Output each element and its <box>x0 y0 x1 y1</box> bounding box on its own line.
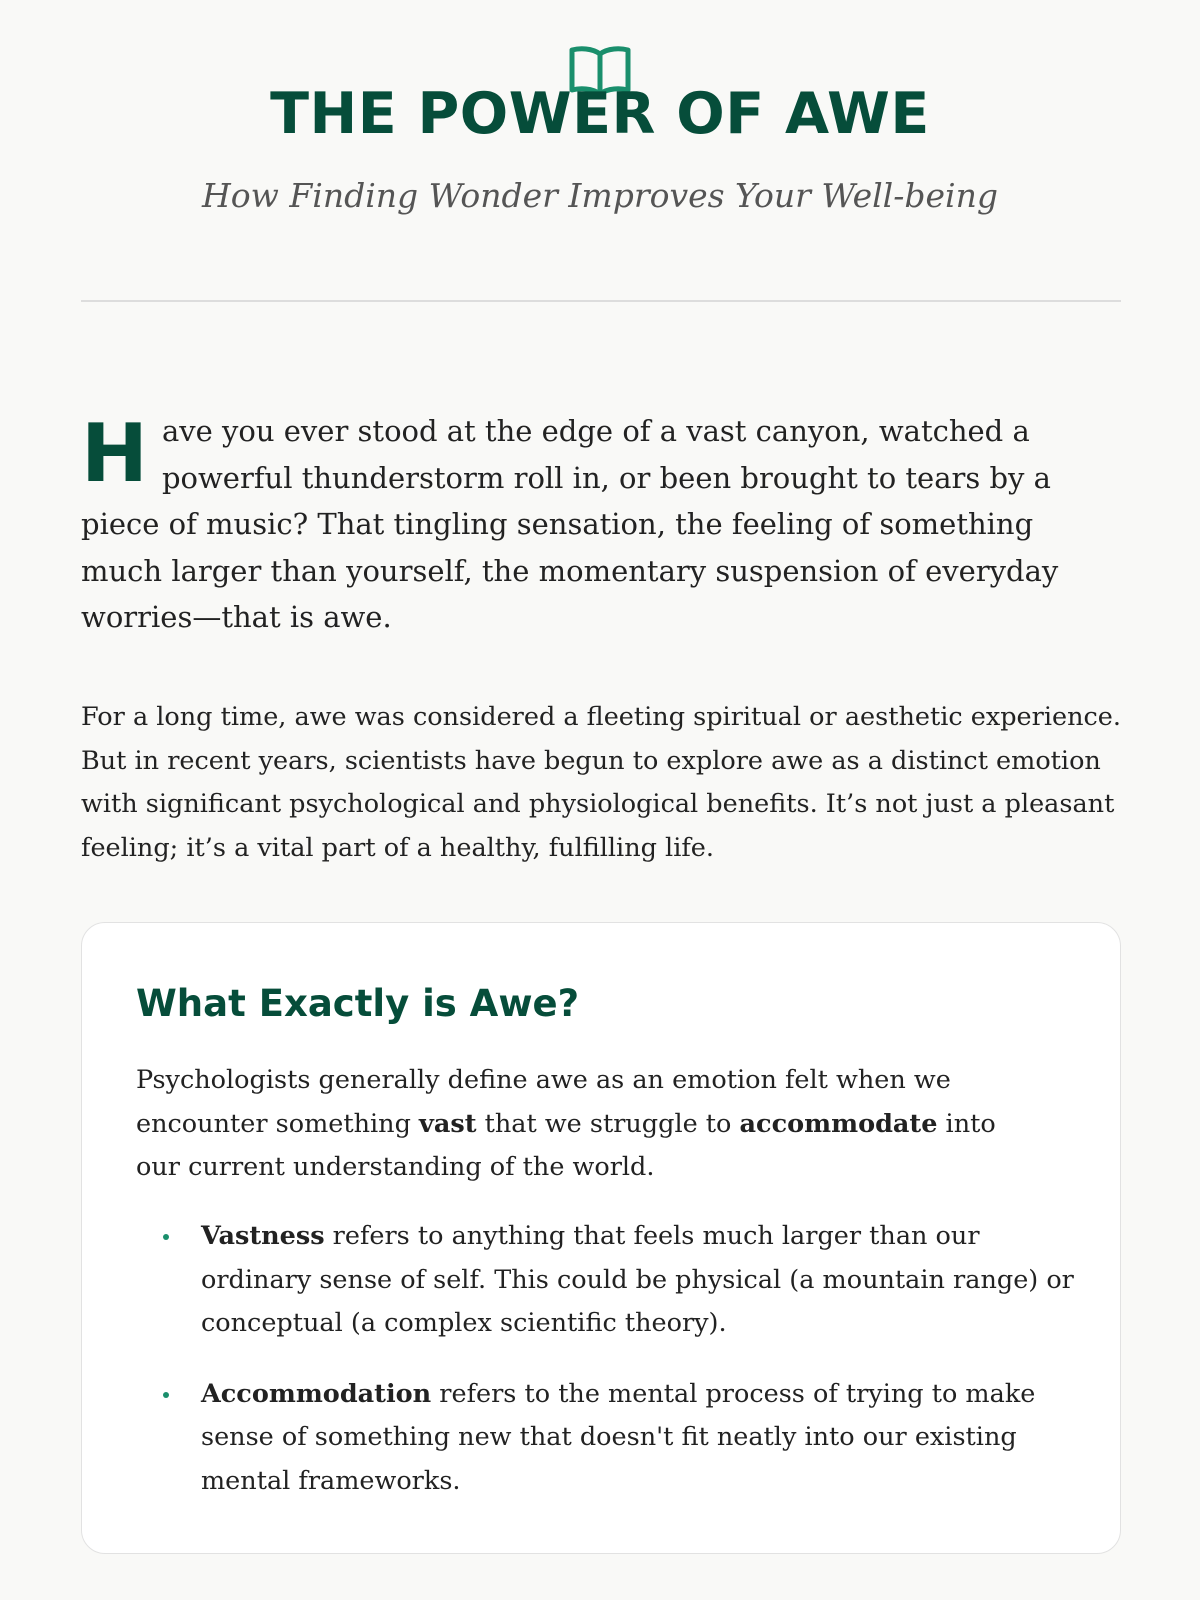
article-header <box>0 0 1200 302</box>
lead-paragraph <box>81 408 1121 641</box>
drop-cap: H <box>81 407 148 500</box>
list-item <box>136 1373 1076 1504</box>
lead-text: ave you ever stood at the edge of a vast canyon, watched a powerful thunderstorm roll in, or been brought to tears by a piece of music? That tingling sensation, the feeling of something much larger than yourself, the momentary suspension of everyday worries—that is awe. <box>81 414 1059 634</box>
header-divider <box>81 300 1121 302</box>
intro-text-3: into our current understanding of the world. <box>136 1108 996 1182</box>
page-subtitle: How Finding Wonder Improves Your Well-being <box>202 176 998 215</box>
list-item-text: refers to anything that feels much larger than our ordinary sense of self. This could be physical (a mountain range) or conceptual (a complex scientific theory). <box>201 1221 1074 1338</box>
list-item-term: Vastness <box>201 1221 325 1251</box>
keyword-accommodate: accommodate <box>739 1108 938 1139</box>
list-item-text: refers to the mental process of trying to make sense of something new that doesn't fit neatly into our existing mental frameworks. <box>201 1378 1036 1496</box>
keyword-vast: vast <box>419 1108 477 1139</box>
bullet-dot-icon <box>163 1392 169 1398</box>
definition-card <box>81 922 1121 1554</box>
list-item <box>136 1215 1076 1346</box>
page-title: THE POWER OF AWE <box>270 81 930 147</box>
intro-text-2: that we struggle to <box>476 1108 740 1139</box>
card-title: What Exactly is Awe? <box>136 982 580 1025</box>
definition-list <box>136 1215 1076 1530</box>
intro-text-1: Psychologists generally define awe as an emotion felt when we encounter something <box>136 1065 951 1139</box>
card-intro <box>136 1059 1036 1190</box>
bullet-dot-icon <box>163 1234 169 1240</box>
list-item-term: Accommodation <box>201 1378 432 1409</box>
body-paragraph: For a long time, awe was considered a fleeting spiritual or aesthetic experience. But in recent years, scientists have begun to explore awe as a distinct emotion with significant psychological and physiological benefits. It’s not just a pleasant feeling; it’s a vital part of a healthy, fulfilling life. <box>81 702 1121 863</box>
